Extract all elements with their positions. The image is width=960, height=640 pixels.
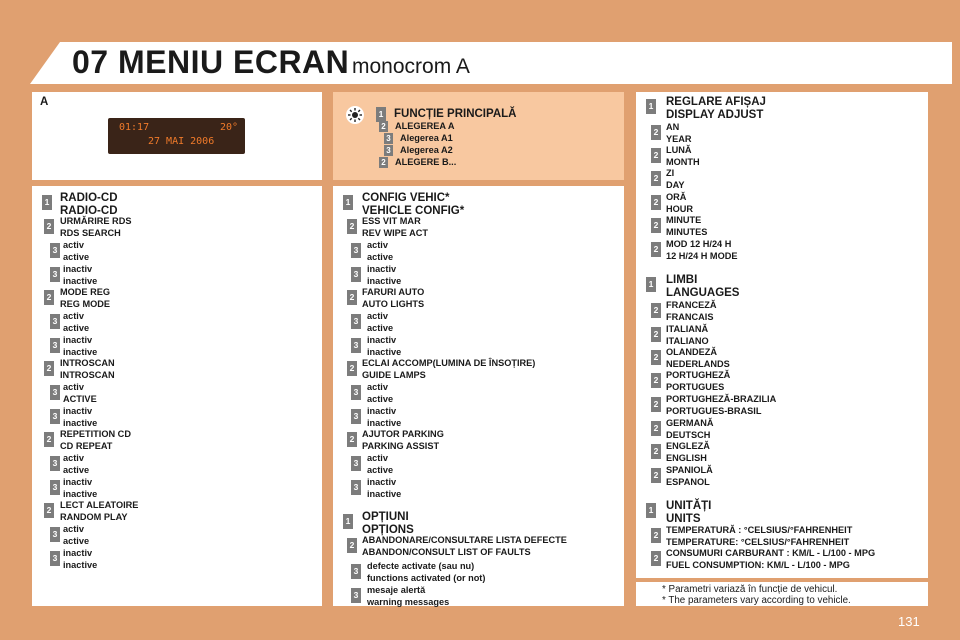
menu-item-label: inactive	[63, 559, 98, 570]
menu-item-label: PORTUGUES	[666, 381, 725, 392]
menu-item-label: warning messages	[367, 596, 450, 607]
menu-item-label: FRANCEZĂ	[666, 300, 717, 310]
menu-item-label: SPANIOLĂ	[666, 465, 713, 475]
level-badge-3: 3	[351, 456, 361, 471]
level-badge-2: 2	[651, 373, 661, 388]
menu-item-label: Alegerea A1	[400, 133, 453, 143]
main-function-panel	[333, 92, 624, 180]
level-badge-3: 3	[50, 314, 60, 329]
menu-item-label: AN	[666, 122, 680, 132]
menu-item-label: inactiv	[367, 477, 397, 487]
level-badge-2: 2	[347, 432, 357, 447]
menu-item-label: activ	[367, 240, 388, 250]
menu-item-label: functions activated (or not)	[367, 572, 486, 583]
menu-item-label: active	[63, 251, 90, 262]
menu-item-label: YEAR	[666, 133, 692, 144]
menu-item-label: 12 H/24 H MODE	[666, 250, 738, 261]
menu-item-label: PORTUGUES-BRASIL	[666, 405, 762, 416]
level-badge-3: 3	[50, 243, 60, 258]
menu-item-label: ABANDON/CONSULT LIST OF FAULTS	[362, 546, 531, 557]
level-badge-3: 3	[351, 385, 361, 400]
menu-item-label: inactiv	[63, 264, 93, 274]
menu-item-label: GERMANĂ	[666, 418, 714, 428]
level-badge-1: 1	[42, 195, 52, 210]
menu-item-label: MONTH	[666, 156, 700, 167]
level-badge-2: 2	[44, 503, 54, 518]
level-badge-2: 2	[651, 327, 661, 342]
level-badge-1: 1	[343, 514, 353, 529]
level-badge-3: 3	[50, 551, 60, 566]
menu-item-label: PORTUGHEZĂ	[666, 370, 731, 380]
level-badge-2: 2	[651, 218, 661, 233]
menu-item-label: ORĂ	[666, 192, 687, 202]
level-badge-2: 2	[651, 171, 661, 186]
page-subtitle: monocrom A	[352, 55, 470, 78]
menu-heading: UNITS	[666, 512, 701, 525]
menu-item-label: AUTO LIGHTS	[362, 298, 425, 309]
level-badge-2: 2	[347, 538, 357, 553]
menu-item-label: activ	[63, 453, 84, 463]
menu-item-label: MOD 12 H/24 H	[666, 239, 732, 249]
menu-item-label: inactiv	[63, 335, 93, 345]
level-badge-3: 3	[351, 409, 361, 424]
display-temperature: 20°	[220, 122, 239, 133]
menu-item-label: Alegerea A2	[400, 145, 453, 155]
menu-item-label: DEUTSCH	[666, 429, 711, 440]
menu-item-label: ABANDONARE/CONSULTARE LISTA DEFECTE	[362, 535, 567, 545]
level-badge-2: 2	[651, 350, 661, 365]
menu-item-label: FUEL CONSUMPTION: KM/L - L/100 - MPG	[666, 559, 850, 570]
menu-item-label: active	[63, 535, 90, 546]
menu-item-label: INTROSCAN	[60, 358, 115, 368]
menu-item-label: active	[367, 251, 394, 262]
level-badge-3: 3	[351, 243, 361, 258]
menu-item-label: REV WIPE ACT	[362, 227, 429, 238]
level-badge-3: 3	[50, 267, 60, 282]
menu-item-label: PORTUGHEZĂ-BRAZILIA	[666, 394, 777, 404]
menu-item-label: inactive	[367, 417, 402, 428]
level-badge-2: 2	[651, 421, 661, 436]
menu-item-label: defecte activate (sau nu)	[367, 561, 475, 571]
menu-item-label: RDS SEARCH	[60, 227, 121, 238]
menu-item-label: ACTIVE	[63, 393, 97, 404]
level-badge-2: 2	[651, 242, 661, 257]
page-number: 131	[898, 614, 920, 629]
menu-item-label: AJUTOR PARKING	[362, 429, 444, 439]
level-badge-3: 3	[351, 480, 361, 495]
menu-heading: LANGUAGES	[666, 286, 740, 299]
level-badge-1: 1	[376, 107, 386, 122]
menu-item-label: inactive	[367, 275, 402, 286]
menu-heading: RADIO-CD	[60, 204, 118, 217]
menu-item-label: ECLAI ACCOMP(LUMINA DE ÎNSOȚIRE)	[362, 358, 536, 368]
menu-item-label: OLANDEZĂ	[666, 347, 718, 357]
main-function-icon	[344, 104, 366, 126]
menu-item-label: inactiv	[63, 477, 93, 487]
menu-heading: LIMBI	[666, 274, 698, 286]
menu-item-label: FARURI AUTO	[362, 287, 425, 297]
level-badge-2: 2	[379, 157, 388, 168]
level-badge-1: 1	[646, 99, 656, 114]
menu-item-label: CONSUMURI CARBURANT : KM/L - L/100 - MPG	[666, 548, 876, 558]
menu-heading: RADIO-CD	[60, 192, 118, 204]
menu-item-label: inactive	[367, 488, 402, 499]
level-badge-3: 3	[351, 564, 361, 579]
level-badge-3: 3	[351, 267, 361, 282]
menu-item-label: inactive	[63, 346, 98, 357]
level-badge-2: 2	[651, 468, 661, 483]
menu-item-label: inactive	[63, 275, 98, 286]
menu-item-label: URMĂRIRE RDS	[60, 216, 132, 226]
menu-item-label: LUNĂ	[666, 145, 692, 155]
menu-heading: REGLARE AFIȘAJ	[666, 96, 766, 108]
menu-item-label: active	[63, 322, 90, 333]
menu-item-label: inactiv	[63, 548, 93, 558]
menu-item-label: MINUTES	[666, 226, 708, 237]
menu-item-label: INTROSCAN	[60, 369, 115, 380]
menu-heading: OPȚIUNI	[362, 511, 409, 523]
level-badge-2: 2	[651, 148, 661, 163]
level-badge-3: 3	[384, 133, 393, 144]
level-badge-1: 1	[646, 503, 656, 518]
menu-item-label: DAY	[666, 179, 685, 190]
menu-item-label: PARKING ASSIST	[362, 440, 440, 451]
display-date: 27 MAI 2006	[148, 136, 215, 147]
title-bar-corner	[30, 42, 60, 84]
level-badge-2: 2	[347, 290, 357, 305]
menu-item-label: inactiv	[63, 406, 93, 416]
menu-item-label: ALEGERE B...	[395, 157, 457, 167]
menu-item-label: REG MODE	[60, 298, 111, 309]
menu-item-label: CD REPEAT	[60, 440, 113, 451]
level-badge-2: 2	[651, 397, 661, 412]
level-badge-3: 3	[50, 456, 60, 471]
menu-item-label: active	[367, 464, 394, 475]
menu-item-label: activ	[63, 382, 84, 392]
menu-item-label: activ	[367, 311, 388, 321]
menu-heading: DISPLAY ADJUST	[666, 108, 764, 121]
menu-item-label: inactive	[63, 488, 98, 499]
menu-item-label: ZI	[666, 168, 675, 178]
level-badge-3: 3	[351, 588, 361, 603]
menu-item-label: inactive	[367, 346, 402, 357]
footnote-line-1: * Parametri variază în funcție de vehicul.	[662, 584, 838, 595]
menu-item-label: FUNCȚIE PRINCIPALĂ	[394, 108, 517, 120]
level-badge-2: 2	[379, 121, 388, 132]
menu-item-label: MODE REG	[60, 287, 111, 297]
menu-item-label: inactiv	[367, 335, 397, 345]
menu-item-label: TEMPERATURĂ : °CELSIUS/°FAHRENHEIT	[666, 525, 853, 535]
menu-item-label: ENGLEZĂ	[666, 441, 710, 451]
menu-item-label: HOUR	[666, 203, 694, 214]
section-label: A	[40, 96, 49, 108]
menu-heading: VEHICLE CONFIG*	[362, 204, 465, 217]
menu-item-label: TEMPERATURE: °CELSIUS/°FAHRENHEIT	[666, 536, 850, 547]
menu-item-label: MINUTE	[666, 215, 702, 225]
level-badge-2: 2	[347, 219, 357, 234]
level-badge-3: 3	[50, 338, 60, 353]
menu-item-label: active	[367, 322, 394, 333]
page-title: 07 MENIU ECRAN	[72, 44, 350, 80]
menu-item-label: ESS VIT MAR	[362, 216, 421, 226]
level-badge-2: 2	[651, 195, 661, 210]
menu-heading: CONFIG VEHIC*	[362, 192, 450, 204]
menu-item-label: ENGLISH	[666, 452, 707, 463]
level-badge-2: 2	[651, 444, 661, 459]
level-badge-2: 2	[44, 219, 54, 234]
level-badge-2: 2	[44, 290, 54, 305]
menu-item-label: LECT ALEATOIRE	[60, 500, 139, 510]
menu-item-label: mesaje alertă	[367, 585, 426, 595]
menu-item-label: FRANCAIS	[666, 311, 714, 322]
level-badge-1: 1	[646, 277, 656, 292]
menu-item-label: ITALIANĂ	[666, 324, 709, 334]
menu-item-label: REPETITION CD	[60, 429, 131, 439]
menu-item-label: inactiv	[367, 406, 397, 416]
level-badge-3: 3	[50, 409, 60, 424]
menu-item-label: GUIDE LAMPS	[362, 369, 426, 380]
level-badge-3: 3	[351, 338, 361, 353]
level-badge-2: 2	[44, 361, 54, 376]
level-badge-3: 3	[50, 527, 60, 542]
menu-item-label: ESPANOL	[666, 476, 710, 487]
menu-item-label: activ	[367, 382, 388, 392]
level-badge-1: 1	[343, 195, 353, 210]
level-badge-2: 2	[651, 303, 661, 318]
menu-item-label: activ	[63, 311, 84, 321]
level-badge-3: 3	[384, 145, 393, 156]
menu-heading: UNITĂȚI	[666, 500, 712, 512]
level-badge-3: 3	[50, 480, 60, 495]
menu-item-label: ITALIANO	[666, 335, 709, 346]
menu-item-label: activ	[63, 240, 84, 250]
level-badge-2: 2	[347, 361, 357, 376]
menu-item-label: RANDOM PLAY	[60, 511, 128, 522]
menu-item-label: inactiv	[367, 264, 397, 274]
radio-display	[108, 118, 245, 154]
menu-item-label: activ	[63, 524, 84, 534]
menu-item-label: active	[367, 393, 394, 404]
menu-item-label: NEDERLANDS	[666, 358, 730, 369]
level-badge-2: 2	[651, 125, 661, 140]
footnote-line-2: * The parameters vary according to vehicle.	[662, 595, 851, 606]
level-badge-3: 3	[50, 385, 60, 400]
level-badge-2: 2	[651, 551, 661, 566]
menu-item-label: active	[63, 464, 90, 475]
display-time: 01:17	[119, 122, 150, 133]
menu-heading: OPȚIONS	[362, 523, 414, 536]
menu-item-label: activ	[367, 453, 388, 463]
menu-item-label: ALEGEREA A	[395, 121, 455, 131]
level-badge-3: 3	[351, 314, 361, 329]
level-badge-2: 2	[651, 528, 661, 543]
level-badge-2: 2	[44, 432, 54, 447]
menu-item-label: inactive	[63, 417, 98, 428]
